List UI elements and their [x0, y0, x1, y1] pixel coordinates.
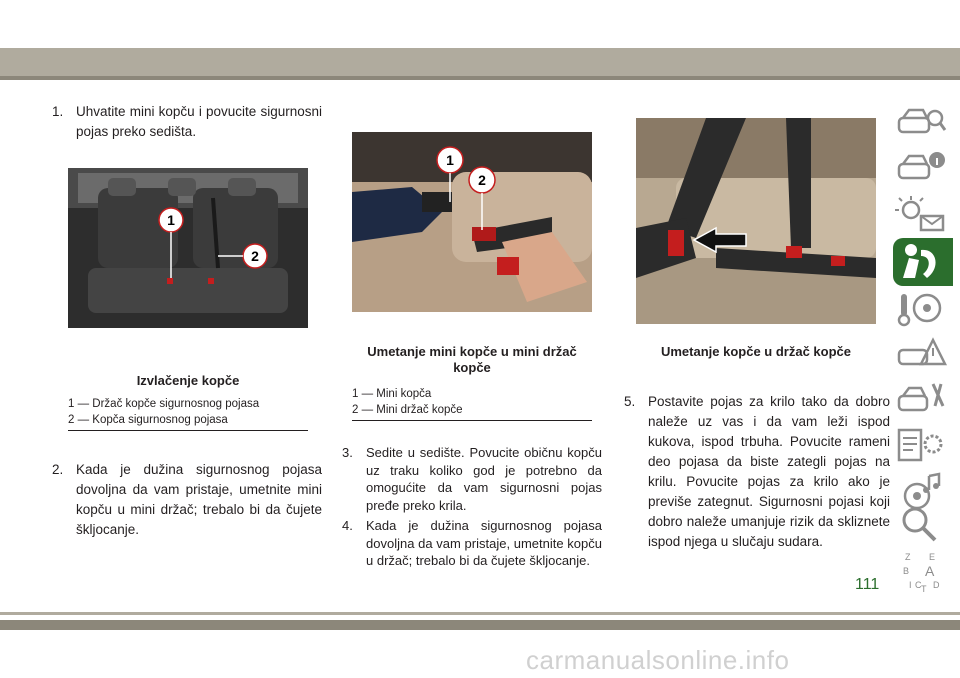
alphabet-index-icon	[893, 548, 953, 596]
maintenance-gear-icon	[893, 422, 953, 470]
legend-item: 1 — Držač kopče sigurnosnog pojasa	[68, 398, 260, 410]
watermark: carmanualsonline.info	[526, 645, 790, 675]
sidebar-nav-car-info[interactable]	[893, 146, 953, 194]
header-band-line	[0, 76, 960, 80]
index-letter: B	[903, 566, 910, 576]
step-4: 4. Kada je dužina sigurnosnog pojasa dovoljna da vam pristaje, umetnite kopču u držač; trebalo bi da čujete škljocanje.	[342, 518, 602, 568]
footer-band	[0, 620, 960, 630]
photo-mini-buckle	[352, 132, 592, 312]
sidebar-nav-steering-key[interactable]	[893, 284, 953, 332]
sidebar-nav-car-tools[interactable]	[893, 376, 953, 424]
photo-buckle-insert	[636, 118, 876, 324]
magnifier-icon	[893, 500, 953, 548]
car-info-icon	[893, 146, 953, 194]
figure-title-3: Umetanje kopče u držač kopče	[660, 344, 851, 359]
index-letter: I	[909, 580, 912, 590]
callout-1: 1	[446, 152, 454, 168]
figure-title-2: Umetanje mini kopče u mini držač kopče	[367, 344, 577, 375]
index-letter: D	[933, 580, 940, 590]
airbag-safety-icon	[893, 238, 953, 286]
car-hazard-icon	[893, 330, 953, 378]
sidebar-nav-alphabet-index[interactable]	[893, 548, 953, 596]
step-5: 5. Postavite pojas za krilo tako da dobro naleže uz vas i da vam leži ispod kukova, ispod trbuha. Povucite rameni deo pojasa da biste zategli pojas na krilu. Povucite pojas za krilo ako je previše zategnut. Sigurnosni pojasi koji dobro naleže umanjuje rizik da skliznete ispod njega u slučaju sudara.	[624, 394, 890, 549]
sidebar-nav-magnifier[interactable]	[893, 500, 953, 548]
sidebar-nav-warning-lights[interactable]	[893, 192, 953, 240]
car-search-icon	[893, 100, 953, 148]
index-letter: Z	[905, 552, 911, 562]
step-3: 3. Sedite u sedište. Povucite običnu kopču uz traku koliko god je potrebno da omogućite da vam sigurnosni pojas pređe preko krila.	[342, 445, 602, 513]
sidebar-nav-maintenance-gear[interactable]	[893, 422, 953, 470]
sidebar-nav-car-hazard[interactable]	[893, 330, 953, 378]
legend-item: 1 — Mini kopča	[352, 388, 432, 400]
car-tools-icon	[893, 376, 953, 424]
step-1: 1. Uhvatite mini kopču i povucite sigurnosni pojas preko sedišta.	[52, 104, 322, 139]
index-letter: C	[915, 580, 922, 590]
index-letter: A	[925, 563, 935, 579]
legend-item: 2 — Kopča sigurnosnog pojasa	[68, 414, 228, 426]
legend-rule-2	[352, 420, 592, 421]
sidebar-nav-airbag-safety[interactable]	[893, 238, 953, 286]
index-letter: T	[921, 584, 927, 594]
footer-band-thin	[0, 612, 960, 615]
index-letter: E	[929, 552, 936, 562]
callout-2: 2	[251, 248, 259, 264]
sidebar-nav-car-search[interactable]	[893, 100, 953, 148]
callout-2: 2	[478, 172, 486, 188]
legend-item: 2 — Mini držač kopče	[352, 404, 463, 416]
legend-2	[352, 386, 592, 418]
legend-1	[68, 396, 308, 428]
figure-title-1: Izvlačenje kopče	[136, 373, 240, 388]
photo-rear-seat	[68, 168, 308, 328]
steering-key-icon	[893, 284, 953, 332]
page-number: 111	[855, 576, 880, 593]
warning-lights-icon	[893, 192, 953, 240]
header-band	[0, 48, 960, 76]
legend-rule-1	[68, 430, 308, 431]
callout-1: 1	[167, 212, 175, 228]
step-2: 2. Kada je dužina sigurnosnog pojasa dovoljna da vam pristaje, umetnite mini kopču u mini držač; trebalo bi da čujete škljocanje.	[52, 462, 322, 537]
